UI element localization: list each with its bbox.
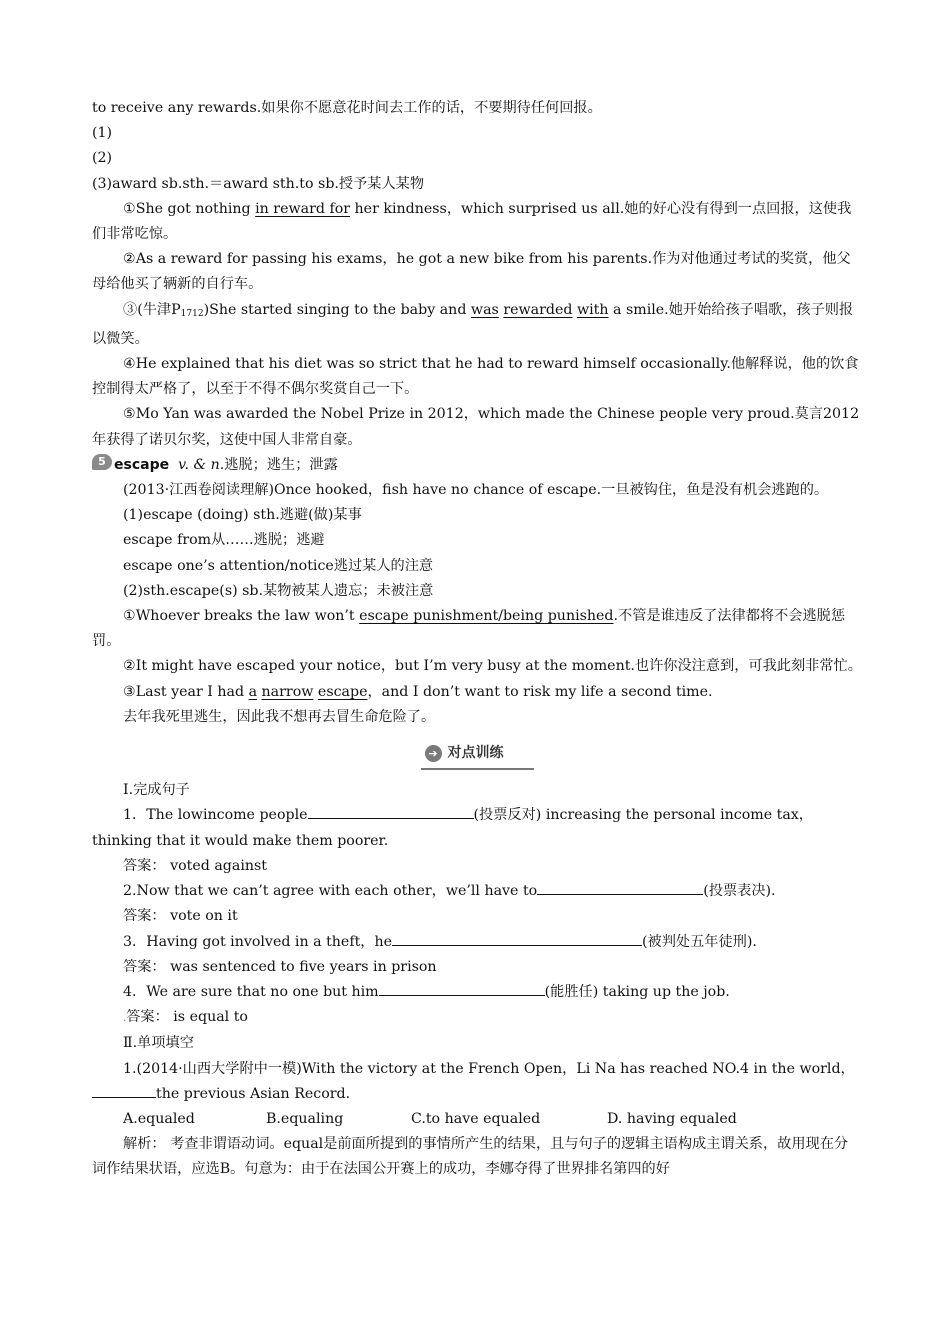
usage-line: (2)sth.escape(s) sb.某物被某人遗忘；未被注意 [123, 582, 434, 599]
example-sentence: (2013·江西卷阅读理解)Once hooked，fish have no chance of escape.一旦被钩住，鱼是没有机会逃跑的。 [123, 482, 829, 499]
document-page [92, 96, 862, 1183]
vocab-meaning: 逃脱；逃生；泄露 [224, 456, 338, 473]
example-sentence: ⑤Mo Yan was awarded the Nobel Prize in 2012，which made the Chinese people very proud.莫言2012年获得了诺贝尔奖，这使中国人非常自豪。 [92, 406, 860, 448]
analysis: 解析： 考查非谓语动词。equal是前面所提到的事情所产生的结果，且与句子的逻辑主语构成主谓关系，故用现在分词作结果状语，应选B。句意为：由于在法国公开赛上的成功，李娜夺得了世界排名第四的好 [92, 1136, 849, 1178]
vocab-entry-escape [92, 453, 862, 478]
section-title: 对点训练 [447, 745, 504, 762]
answer-blank[interactable] [308, 804, 474, 819]
usage-label: (1) [92, 125, 113, 142]
usage-label: (2) [92, 150, 113, 167]
example-sentence: ④He explained that his diet was so strict that he had to reward himself occasionally.他解释说，他的饮食控制得太严格了，以至于不得不偶尔奖赏自己一下。 [92, 356, 859, 398]
usage-line: (3)award sb.sth.＝award sth.to sb.授予某人某物 [92, 175, 425, 192]
question: 2.Now that we can’t agree with each other，we’ll have to (投票表决). [92, 879, 862, 904]
option-d[interactable]: D. having equaled [607, 1110, 737, 1127]
item-number-badge: 5 [92, 454, 112, 470]
answer: .答案： is equal to [123, 1009, 248, 1026]
arrow-right-icon: ➔ [425, 745, 442, 762]
vocab-word: escape [114, 456, 170, 473]
example-sentence: ①Whoever breaks the law won’t escape punishment/being punished.不管是谁违反了法律都将不会逃脱惩罚。 [92, 608, 846, 650]
section-heading [92, 741, 862, 770]
answer: 答案： vote on it [123, 908, 238, 925]
question: 1.(2014·山西大学附中一模)With the victory at the French Open，Li Na has reached NO.4 in the world，the previous Asian Record. [92, 1057, 862, 1107]
answer: 答案： was sentenced to five years in prison [123, 958, 437, 975]
text-line: to receive any rewards.如果你不愿意花时间去工作的话，不要期待任何回报。 [92, 100, 602, 116]
option-a[interactable]: A.equaled [123, 1110, 195, 1127]
option-b[interactable]: B.equaling [266, 1110, 344, 1127]
answer: 答案： voted against [123, 857, 267, 874]
question: 3．Having got involved in a theft，he (被判处五年徒刑). [92, 930, 862, 955]
example-sentence: ③(牛津$P_{1712})She$ started singing to the baby and was rewarded with a smile.她开始给孩子唱歌，孩子则报以微笑。 [92, 301, 854, 347]
options-row [92, 1107, 862, 1132]
example-translation: 去年我死里逃生，因此我不想再去冒生命危险了。 [123, 708, 436, 725]
example-sentence: ②It might have escaped your notice，but I’m very busy at the moment.也许你没注意到，可我此刻非常忙。 [123, 658, 862, 675]
marker-dot: . [123, 1013, 127, 1025]
answer-blank[interactable] [392, 931, 642, 946]
option-c[interactable]: C.to have equaled [411, 1110, 541, 1127]
example-sentence: ③Last year I had a narrow escape，and I don’t want to risk my life a second time. [123, 683, 713, 700]
exercise-section-title: Ⅱ.单项填空 [123, 1035, 194, 1052]
question: 4．We are sure that no one but him (能胜任) taking up the job. [92, 980, 862, 1005]
example-sentence: ①She got nothing in reward for her kindness，which surprised us all.她的好心没有得到一点回报，这使我们非常吃惊。 [92, 200, 852, 243]
answer-blank[interactable] [92, 1083, 156, 1098]
example-sentence: ②As a reward for passing his exams，he got a new bike from his parents.作为对他通过考试的奖赏，他父母给他买了辆新的自行车。 [92, 251, 851, 293]
exercise-section-title: Ⅰ.完成句子 [123, 782, 190, 799]
usage-line: escape from从……逃脱；逃避 [123, 532, 325, 549]
part-of-speech: v. & n. [178, 456, 225, 473]
usage-line: (1)escape (doing) sth.逃避(做)某事 [123, 507, 362, 524]
question: 1．The lowincome people (投票反对) increasing the personal income tax，thinking that it would make them poorer. [92, 803, 862, 853]
answer-blank[interactable] [537, 880, 703, 895]
usage-line: escape one’s attention/notice逃过某人的注意 [123, 557, 434, 574]
answer-blank[interactable] [379, 981, 545, 996]
